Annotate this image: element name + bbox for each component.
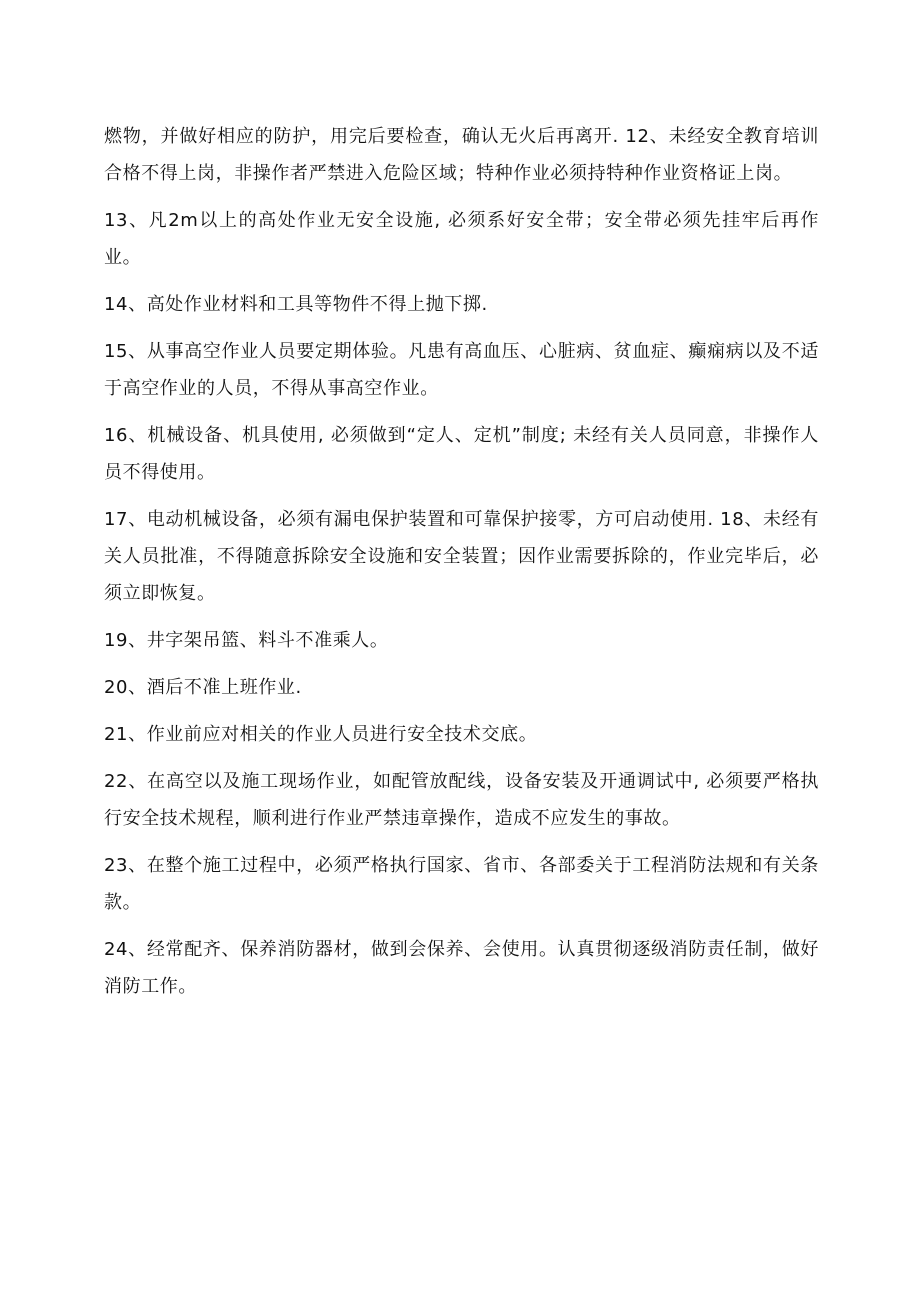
paragraph-21: 21、作业前应对相关的作业人员进行安全技术交底。 bbox=[104, 724, 538, 745]
paragraph-15: 15、从事高空作业人员要定期体验。凡患有高血压、心脏病、贫血症、癫痫病以及不适于高空作业的人员，不得从事高空作业。 bbox=[104, 341, 819, 399]
paragraph-14: 14、高处作业材料和工具等物件不得上抛下掷. bbox=[104, 294, 488, 315]
paragraph-20: 20、酒后不准上班作业. bbox=[104, 677, 302, 698]
paragraph-1: 燃物，并做好相应的防护，用完后要检查，确认无火后再离开. 12、未经安全教育培训合格不得上岗，非操作者严禁进入危险区域；特种作业必须持特种作业资格证上岗。 bbox=[104, 126, 819, 184]
paragraph-16: 16、机械设备、机具使用, 必须做到“定人、定机”制度; 未经有关人员同意，非操作人员不得使用。 bbox=[104, 425, 819, 483]
paragraph-22: 22、在高空以及施工现场作业，如配管放配线，设备安装及开通调试中, 必须要严格执行安全技术规程，顺利进行作业严禁违章操作，造成不应发生的事故。 bbox=[104, 771, 819, 829]
document-body bbox=[104, 118, 819, 1015]
paragraph-24: 24、经常配齐、保养消防器材，做到会保养、会使用。认真贯彻逐级消防责任制，做好消防工作。 bbox=[104, 939, 819, 997]
paragraph-23: 23、在整个施工过程中，必须严格执行国家、省市、各部委关于工程消防法规和有关条款。 bbox=[104, 855, 819, 913]
paragraph-19: 19、井字架吊篮、料斗不准乘人。 bbox=[104, 630, 389, 651]
paragraph-17: 17、电动机械设备，必须有漏电保护装置和可靠保护接零，方可启动使用. 18、未经有关人员批准，不得随意拆除安全设施和安全装置；因作业需要拆除的，作业完毕后，必须立即恢复。 bbox=[104, 509, 819, 604]
paragraph-13: 13、凡2m以上的高处作业无安全设施, 必须系好安全带；安全带必须先挂牢后再作业。 bbox=[104, 210, 819, 268]
